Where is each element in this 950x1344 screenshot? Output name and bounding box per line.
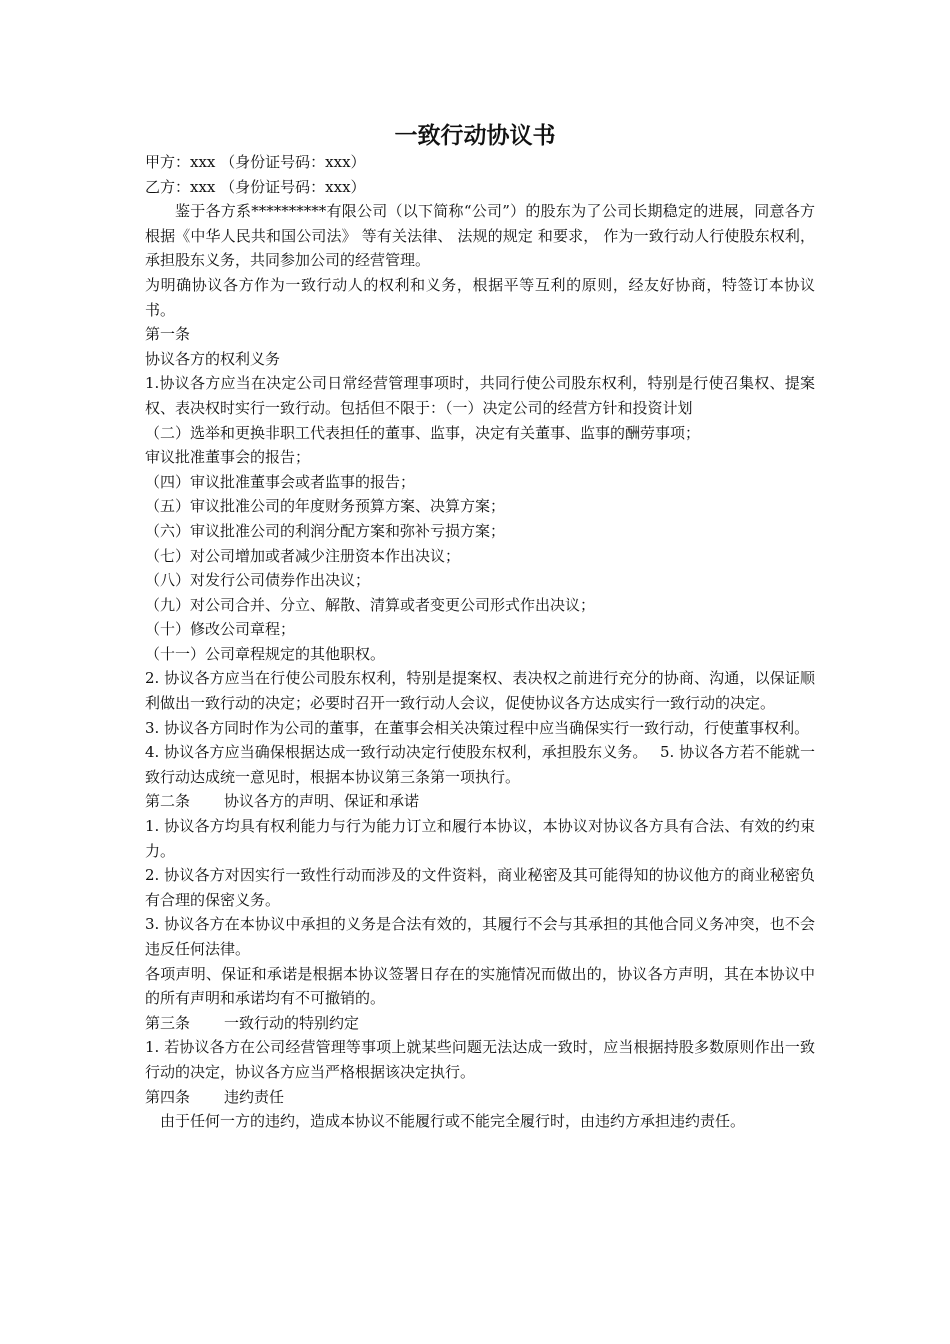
article-3-heading: 第三条 <box>145 1013 191 1032</box>
article-1-item: 审议批准董事会的报告； <box>145 448 311 467</box>
article-1-title: 协议各方的权利义务 <box>145 349 281 368</box>
article-1-clause-3: 3. 协议各方同时作为公司的董事，在董事会相关决策过程中应当确保实行一致行动，行使董事权利。 <box>145 718 810 737</box>
article-1-item: （六）审议批准公司的利润分配方案和弥补亏损方案； <box>145 521 506 540</box>
article-3-clause-1: 1. 若协议各方在公司经营管理等事项上就某些问题无法达成一致时，应当根据持股多数原则作出一致行动的决定，协议各方应当严格根据该决定执行。 <box>145 1038 815 1081</box>
article-4-text: 由于任何一方的违约，造成本协议不能履行或不能完全履行时，由违约方承担违约责任。 <box>160 1112 746 1131</box>
party-a: 甲方：xxx （身份证号码：xxx） <box>145 153 366 171</box>
article-1-heading: 第一条 <box>145 325 191 344</box>
article-1-item: （四）审议批准董事会或者监事的报告； <box>145 472 416 491</box>
party-b: 乙方：xxx （身份证号码：xxx） <box>145 177 366 196</box>
article-1-item: （五）审议批准公司的年度财务预算方案、决算方案； <box>145 497 506 516</box>
article-4-heading: 第四条 <box>145 1087 191 1106</box>
document-body <box>145 150 815 1134</box>
article-2-statement: 各项声明、保证和承诺是根据本协议签署日存在的实施情况而做出的，协议各方声明，其在本协议中的所有声明和承诺均有不可撤销的。 <box>145 964 815 1008</box>
article-2-header <box>145 789 815 814</box>
article-2-clause-1: 1. 协议各方均具有权利能力与行为能力订立和履行本协议，本协议对协议各方具有合法、有效的约束力。 <box>145 817 815 860</box>
purpose-paragraph: 为明确协议各方作为一致行动人的权利和义务，根据平等互利的原则，经友好协商，特签订本协议书。 <box>145 275 815 319</box>
article-2-heading: 第二条 <box>145 792 191 811</box>
article-1-clause-2: 2. 协议各方应当在行使公司股东权利，特别是提案权、表决权之前进行充分的协商、沟通，以保证顺利做出一致行动的决定；必要时召开一致行动人会议，促使协议各方达成实行一致行动的决定。 <box>145 669 815 713</box>
article-1-item: （八）对发行公司债券作出决议； <box>145 571 371 590</box>
article-3-title: 一致行动的特别约定 <box>224 1013 360 1032</box>
article-2-clause-3: 3. 协议各方在本协议中承担的义务是合法有效的，其履行不会与其承担的其他合同义务冲突，也不会违反任何法律。 <box>145 915 815 958</box>
article-1-item: （十一）公司章程规定的其他职权。 <box>145 644 386 663</box>
article-1-item: （十）修改公司章程； <box>145 620 296 639</box>
article-3-header <box>145 1011 815 1036</box>
article-1-item: （七）对公司增加或者减少注册资本作出决议； <box>145 546 461 565</box>
intro-paragraph: 鉴于各方系**********有限公司（以下简称“公司”）的股东为了公司长期稳定的进展，同意各方根据《中华人民共和国公司法》 等有关法律、 法规的规定 和要求， 作为一致行动人行使股东权利，承担股东义务，共同参加公司的经营管理。 <box>145 202 815 270</box>
article-2-clause-2: 2. 协议各方对因实行一致性行动而涉及的文件资料，商业秘密及其可能得知的协议他方的商业秘密负有合理的保密义务。 <box>145 866 815 909</box>
document-title: 一致行动协议书 <box>394 122 556 149</box>
article-1-item: （九）对公司合并、分立、解散、清算或者变更公司形式作出决议； <box>145 595 596 614</box>
article-4-title: 违约责任 <box>224 1087 285 1106</box>
article-2-title: 协议各方的声明、保证和承诺 <box>224 792 420 811</box>
article-1-clause-4: 4. 协议各方应当确保根据达成一致行动决定行使股东权利，承担股东义务。 5. 协议各方若不能就一致行动达成统一意见时，根据本协议第三条第一项执行。 <box>145 743 815 786</box>
article-4-header <box>145 1085 815 1110</box>
article-1-item: （二）选举和更换非职工代表担任的董事、监事，决定有关董事、监事的酬劳事项； <box>145 423 701 442</box>
article-1-clause-1: 1.协议各方应当在决定公司日常经营管理事项时，共同行使公司股东权利，特别是行使召集权、提案权、表决权时实行一致行动。包括但不限于：（一）决定公司的经营方针和投资计划 <box>145 374 815 417</box>
